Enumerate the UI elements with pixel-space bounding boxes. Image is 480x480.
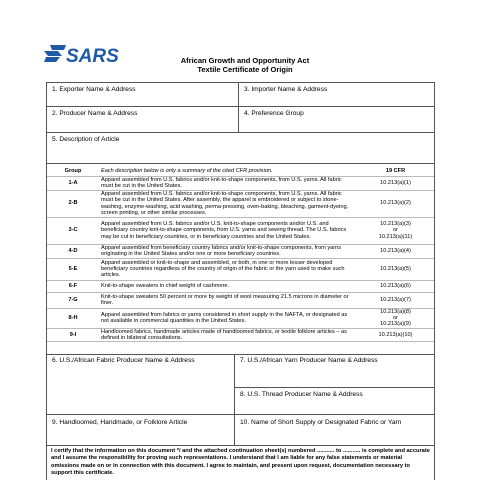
handloomed-label: 9. Handloomed, Handmade, or Folklore Article	[52, 419, 188, 426]
row-cfr: 10.213(a)(6)	[357, 280, 434, 292]
row-desc: Apparel assembled from U.S. fabrics and/or knit-to-shape components, from U.S. yarns. All fabric must be cut in the United States. After assembly, the apparel is embroidered or subject to stone-washing, enzyme-washing, acid washing, perma-pressing, oven-baking, bleaching, garment-dyeing, screen printing, or other similar processes.	[99, 190, 357, 217]
cfr-table	[47, 167, 434, 342]
preference-group-label: 4. Preference Group	[244, 110, 304, 117]
row-group: 7-G	[47, 292, 99, 308]
row-cfr: 10.213(a)(8) or 10.213(a)(9)	[357, 308, 434, 328]
logo-text: SARS	[66, 46, 119, 67]
table-row	[47, 292, 434, 308]
producer-label: 2. Producer Name & Address	[52, 110, 138, 117]
row-desc: Apparel assembled from fabrics or yarns considered in short supply in the NAFTA, or designated as not available in commercial quantities in the United States.	[99, 308, 357, 328]
row-group: 1-A	[47, 176, 99, 190]
row-group: 6-F	[47, 280, 99, 292]
yarn-producer-field[interactable]	[234, 354, 435, 388]
row-cfr: 10.213(a)(10)	[357, 328, 434, 342]
table-row	[47, 258, 434, 280]
row-desc: Handloomed fabrics, handmade articles made of handloomed fabrics, or textile folklore articles – as defined in bilateral consultations.	[99, 328, 357, 342]
description-field[interactable]	[46, 132, 435, 164]
title-line-1: African Growth and Opportunity Act	[180, 56, 310, 65]
row-cfr: 10.213(a)(5)	[357, 258, 434, 280]
description-label: 5. Description of Article	[52, 136, 120, 143]
exporter-label: 1. Exporter Name & Address	[52, 86, 136, 93]
table-row	[47, 190, 434, 217]
short-supply-field[interactable]	[234, 414, 435, 446]
exporter-field[interactable]	[46, 82, 239, 107]
cfr-table-area	[46, 163, 435, 355]
col-group-header: Group	[47, 167, 99, 176]
col-desc-header: Each description below is only a summary of the cited CFR provision.	[99, 167, 357, 176]
row-desc: Apparel assembled from U.S. fabrics and/or U.S. knit-to-shape components and/or U.S. and beneficiary country knit-to-shape components, from U.S. yarns and sewing thread. The U.S. fabrics may be cut in beneficiary countries, or in beneficiary countries and the United States.	[99, 217, 357, 244]
thread-producer-label: 8. U.S. Thread Producer Name & Address	[240, 391, 363, 398]
table-row	[47, 217, 434, 244]
row-cfr: 10.213(a)(2)	[357, 190, 434, 217]
form-title	[130, 56, 360, 74]
row-group: 8-H	[47, 308, 99, 328]
row-group: 5-E	[47, 258, 99, 280]
certification-text: I certify that the information on this document */ and the attached continuation sheet(s) numbered ........... to ........... is complete and accurate and I assume the responsibility for proving such representations. I understand that I am liable for any false statements or material omissions made on or in connection with this document. I agree to maintain, and present upon request, documentation necessary to support this certificate.	[51, 448, 430, 476]
thread-producer-field[interactable]	[234, 387, 435, 415]
table-header-row	[47, 167, 434, 176]
table-row	[47, 308, 434, 328]
row-desc: Apparel assembled from U.S. fabrics and/or knit-to-shape components, from U.S. yarns. All fabric must be cut in the United States.	[99, 176, 357, 190]
sars-logo	[44, 42, 130, 68]
short-supply-label: 10. Name of Short Supply or Designated Fabric or Yarn	[240, 419, 402, 426]
col-cfr-header: 19 CFR	[357, 167, 434, 176]
certification-block	[46, 445, 435, 480]
yarn-producer-label: 7. U.S./African Yarn Producer Name & Address	[240, 357, 378, 364]
row-desc: Apparel assembled or knit-to-shape and assembled, or both, in one or more lesser developed beneficiary countries regardless of the country of origin of the fabric or the yarn used to make such articles.	[99, 258, 357, 280]
row-cfr: 10.213(a)(7)	[357, 292, 434, 308]
title-line-2: Textile Certificate of Origin	[197, 65, 293, 74]
row-cfr: 10.213(a)(4)	[357, 244, 434, 258]
table-row	[47, 280, 434, 292]
table-row	[47, 328, 434, 342]
importer-label: 3. Importer Name & Address	[244, 86, 328, 93]
fabric-producer-field[interactable]	[46, 354, 235, 415]
row-desc: Knit-to-shape sweaters 50 percent or more by weight of wool measuring 21.5 microns in diameter or finer.	[99, 292, 357, 308]
preference-group-field[interactable]	[238, 106, 435, 133]
row-cfr: 10.213(a)(1)	[357, 176, 434, 190]
row-group: 9-I	[47, 328, 99, 342]
row-desc: Apparel assembled from beneficiary country fabrics and/or knit-to-shape components, from yarns originating in the United States and/or one or more beneficiary countries.	[99, 244, 357, 258]
row-group: 3-C	[47, 217, 99, 244]
row-cfr: 10.213(a)(3) or 10.213(a)(11)	[357, 217, 434, 244]
table-row	[47, 244, 434, 258]
row-group: 2-B	[47, 190, 99, 217]
handloomed-field[interactable]	[46, 414, 235, 446]
producer-field[interactable]	[46, 106, 239, 133]
importer-field[interactable]	[238, 82, 435, 107]
fabric-producer-label: 6. U.S./African Fabric Producer Name & Address	[52, 357, 195, 364]
row-group: 4-D	[47, 244, 99, 258]
table-row	[47, 176, 434, 190]
row-desc: Knit-to-shape sweaters in chief weight of cashmere.	[99, 280, 357, 292]
